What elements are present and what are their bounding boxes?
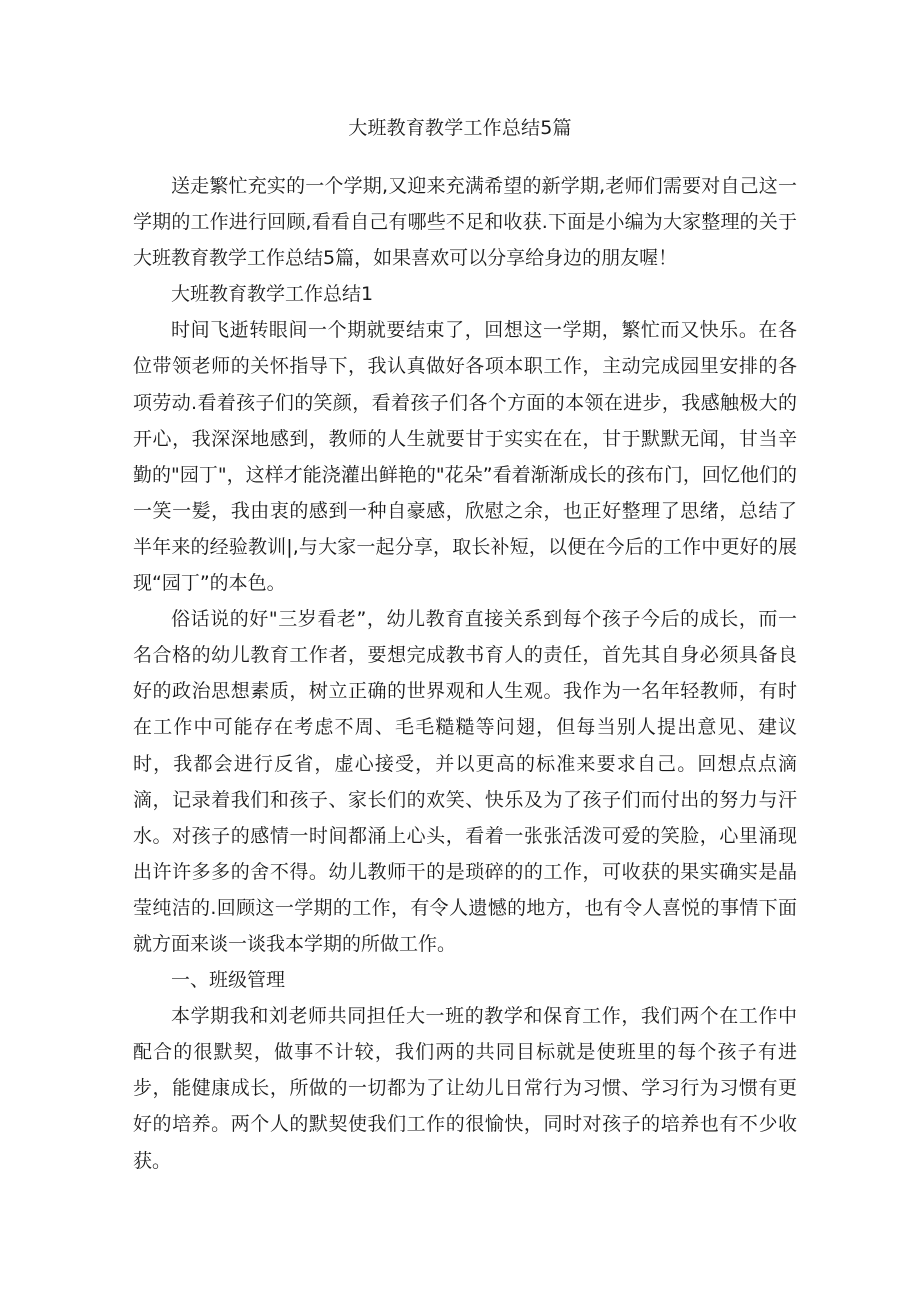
- document-body: [133, 168, 797, 1179]
- intro-paragraph: 送走繁忙充实的一个学期,又迎来充满希望的新学期,老师们需要对自己这一学期的工作进行回顾,看看自己有哪些不足和收获.下面是小编为大家整理的关于大班教育教学工作总结5篇，如果喜欢可以分享给身边的朋友喔！: [133, 175, 797, 270]
- body-paragraph: 本学期我和刘老师共同担任大一班的教学和保育工作，我们两个在工作中配合的很默契，做事不计较，我们两的共同目标就是使班里的每个孩子有进步，能健康成长，所做的一切都为了让幼儿日常行为习惯、学习行为习惯有更好的培养。两个人的默契使我们工作的很愉快，同时对孩子的培养也有不少收获。: [133, 1005, 797, 1172]
- subsection-heading: 一、班级管理: [171, 969, 286, 992]
- body-paragraph: 时间飞逝转眼间一个期就要结束了，回想这一学期，繁忙而又快乐。在各位带领老师的关怀指导下，我认真做好各项本职工作，主动完成园里安排的各项劳动.看着孩子们的笑颜，看着孩子们各个方面的本领在进步，我感触极大的开心，我深深地感到，教师的人生就要甘于实实在在，甘于默默无闻，甘当辛勤的"园丁"，这样才能浇灌出鲜艳的"花朵”看着渐渐成长的孩布门，回忆他们的一笑一髪，我由衷的感到一种自豪感，欣慰之余，也正好整理了思绪，总结了半年来的经验教训|,与大家一起分享，取长补短，以便在今后的工作中更好的展现“园丁”的本色。: [133, 319, 797, 595]
- section-heading: 大班教育教学工作总结1: [171, 283, 374, 306]
- document-title: 大班教育教学工作总结5篇: [348, 117, 572, 139]
- body-paragraph: 俗话说的好"三岁看老”，幼儿教育直接关系到每个孩子今后的成长，而一名合格的幼儿教育工作者，要想完成教书育人的责任，首先其自身必须具备良好的政治思想素质，树立正确的世界观和人生观。我作为一名年轻教师，有时在工作中可能存在考虑不周、毛毛糙糙等问翅，但每当别人提出意见、建议时，我都会进行反省，虚心接受，并以更高的标准来要求自己。回想点点滴滴，记录着我们和孩子、家长们的欢笑、快乐及为了孩子们而付出的努力与汗水。对孩子的感情一时间都涌上心头，看着一张张活泼可爱的笑脸，心里涌现出许许多多的舍不得。幼儿教师干的是琐碎的的工作，可收获的果实确实是晶莹纯洁的.回顾这一学期的工作，有令人遗憾的地方，也有令人喜悦的事情下面就方面来谈一谈我本学期的所做工作。: [133, 608, 797, 955]
